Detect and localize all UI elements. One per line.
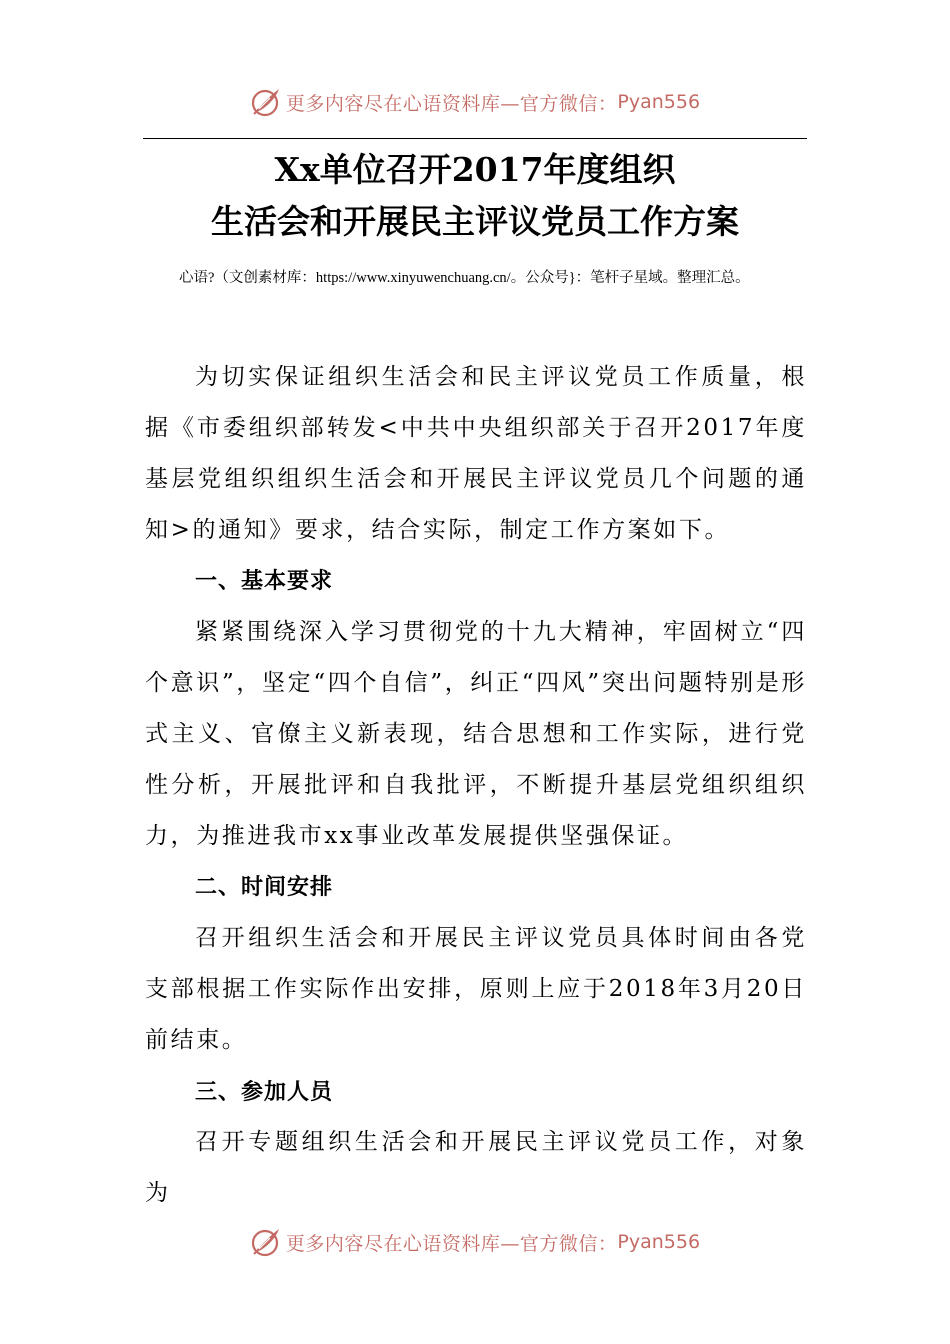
footer-banner bbox=[0, 1222, 950, 1262]
document-title-line-1: Xx单位召开2017年度组织 bbox=[274, 150, 676, 189]
document-title-line-2: 生活会和开展民主评议党员工作方案 bbox=[211, 202, 739, 241]
section-heading-schedule: 二、时间安排 bbox=[195, 875, 334, 900]
section-body-requirements: 紧紧围绕深入学习贯彻党的十九大精神，牢固树立“四个意识”，坚定“四个自信”，纠正“四风”突出问题特别是形式主义、官僚主义新表现，结合思想和工作实际，进行党性分析，开展批评和自我批评，不断提升基层党组织组织力，为推进我市xx事业改革发展提供坚强保证。 bbox=[145, 619, 807, 849]
banner-text: 更多内容尽在心语资料库—官方微信： bbox=[285, 92, 618, 115]
banner-text: 更多内容尽在心语资料库—官方微信： bbox=[285, 1232, 618, 1255]
section-body-schedule: 召开组织生活会和开展民主评议党员具体时间由各党支部根据工作实际作出安排，原则上应于2018年3月20日前结束。 bbox=[145, 925, 807, 1053]
banner-wechat-id: Pyan556 bbox=[617, 91, 701, 113]
header-banner bbox=[0, 82, 950, 122]
section-heading-participants: 三、参加人员 bbox=[195, 1080, 334, 1105]
banner-wechat-id: Pyan556 bbox=[617, 1231, 701, 1253]
section-body-participants: 召开专题组织生活会和开展民主评议党员工作，对象为 bbox=[145, 1129, 807, 1206]
source-note bbox=[143, 253, 807, 303]
quill-pen-logo-icon bbox=[250, 1226, 282, 1258]
header-rule bbox=[143, 138, 807, 139]
quill-pen-logo-icon bbox=[250, 86, 282, 118]
section-heading-requirements: 一、基本要求 bbox=[195, 569, 334, 594]
intro-paragraph: 为切实保证组织生活会和民主评议党员工作质量，根据《市委组织部转发<中共中央组织部关于召开2017年度基层党组织组织生活会和开展民主评议党员几个问题的通知>的通知》要求，结合实际，制定工作方案如下。 bbox=[145, 364, 807, 543]
source-note-text: 心语?（文创素材库：https://www.xinyuwenchuang.cn/。公众号}：笔杆子星域。整理汇总。 bbox=[179, 270, 750, 286]
